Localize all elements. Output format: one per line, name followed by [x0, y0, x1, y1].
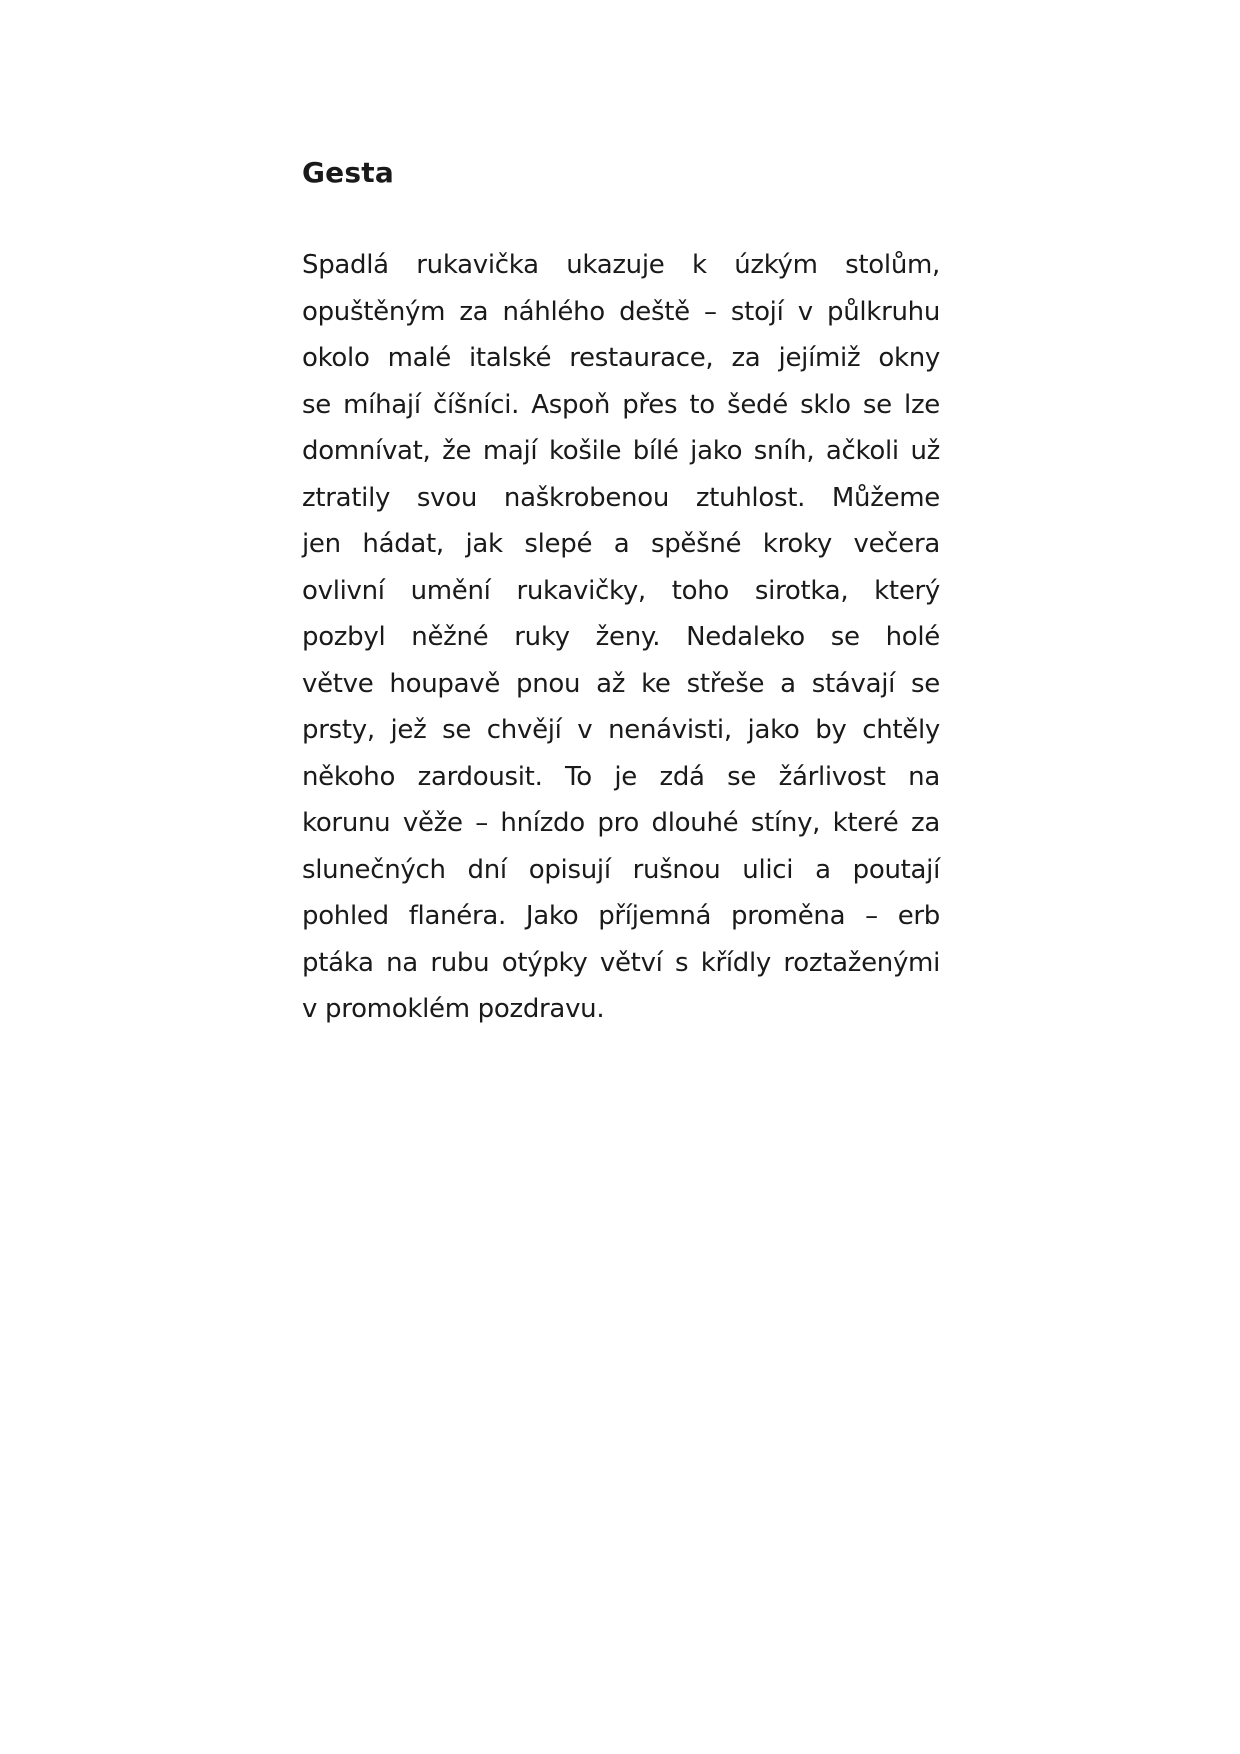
paragraph-line: ztratily svou naškrobenou ztuhlost. Můžeme — [302, 482, 940, 513]
paragraph-line: větve houpavě pnou až ke střeše a stávají se — [302, 668, 940, 699]
paragraph-line: korunu věže – hnízdo pro dlouhé stíny, které za — [302, 808, 940, 838]
paragraph-line: někoho zardousit. To je zdá se žárlivost na — [302, 761, 940, 792]
paragraph-line: se míhají číšníci. Aspoň přes to šedé sklo se lze — [302, 389, 940, 420]
body-paragraph — [302, 242, 940, 1033]
paragraph-line: domnívat, že mají košile bílé jako sníh, ačkoli už — [302, 436, 940, 466]
text-column — [302, 150, 940, 1033]
paragraph-line: ptáka na rubu otýpky větví s křídly roztaženými — [302, 947, 940, 978]
paragraph-line: slunečných dní opisují rušnou ulici a poutají — [302, 854, 940, 885]
paragraph-line: ovlivní umění rukavičky, toho sirotka, který — [302, 575, 940, 606]
paragraph-line: prsty, jež se chvějí v nenávisti, jako by chtěly — [302, 715, 940, 745]
paragraph-line: v promoklém pozdravu. — [302, 994, 605, 1024]
paragraph-line: pohled flanéra. Jako příjemná proměna – erb — [302, 901, 940, 931]
paragraph-line: jen hádat, jak slepé a spěšné kroky večera — [302, 529, 940, 559]
paragraph-line: pozbyl něžné ruky ženy. Nedaleko se holé — [302, 622, 940, 652]
page-title: Gesta — [302, 156, 394, 189]
paragraph-line: okolo malé italské restaurace, za jejímiž okny — [302, 343, 940, 373]
paragraph-line: Spadlá rukavička ukazuje k úzkým stolům, — [302, 250, 940, 280]
paragraph-line: opuštěným za náhlého deště – stojí v půlkruhu — [302, 296, 940, 327]
